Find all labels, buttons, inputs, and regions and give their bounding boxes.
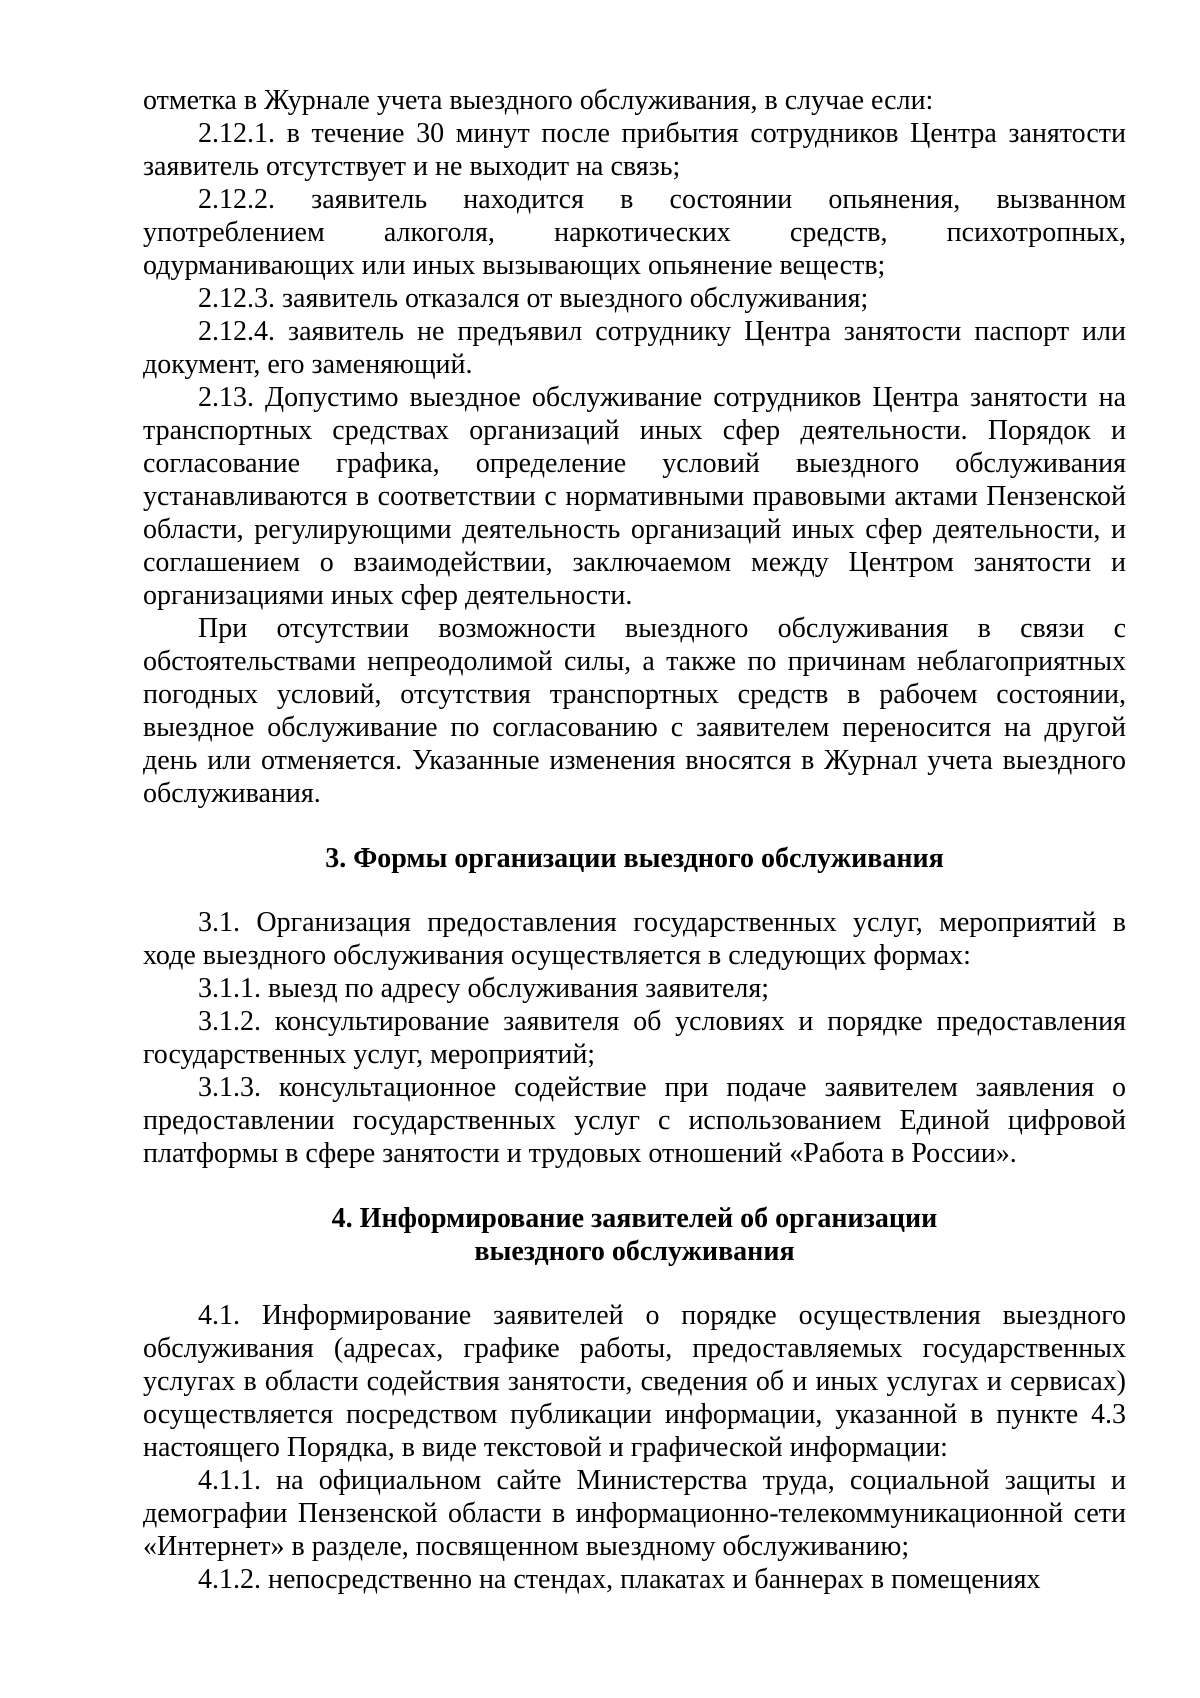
paragraph: 2.12.4. заявитель не предъявил сотруднику Центра занятости паспорт или документ, его заменяющий. <box>143 316 1126 380</box>
section-spacer <box>143 875 1126 906</box>
paragraph: 3.1.1. выезд по адресу обслуживания заявителя; <box>198 973 770 1004</box>
paragraph: 4.1.2. непосредственно на стендах, плакатах и баннерах в помещениях <box>198 1564 1041 1595</box>
section-spacer <box>143 1268 1126 1299</box>
paragraph: 4.1. Информирование заявителей о порядке осуществления выездного обслуживания (адресах, графике работы, предоставляемых государственных услугах в области содействия занятости, сведения об и иных услугах и сервисах) осуществляется посредством публикации информации, указанной в пункте 4.3 настоящего Порядка, в виде текстовой и графической информации: <box>143 1300 1126 1463</box>
section-4-heading-line-2: выездного обслуживания <box>474 1236 795 1267</box>
paragraph: 2.13. Допустимо выездное обслуживание сотрудников Центра занятости на транспортных средствах организаций иных сфер деятельности. Порядок и согласование графика, определение условий выездного обслуживания устанавливаются в соответствии с нормативными правовыми актами Пензенской области, регулирующими деятельность организаций иных сфер деятельности, и соглашением о взаимодействии, заключаемом между Центром занятости и организациями иных сфер деятельности. <box>143 382 1126 611</box>
paragraph: 3.1. Организация предоставления государственных услуг, мероприятий в ходе выездного обслуживания осуществляется в следующих формах: <box>143 907 1126 971</box>
document-page <box>143 84 1126 1596</box>
paragraph: 2.12.3. заявитель отказался от выездного обслуживания; <box>198 283 869 314</box>
paragraph: отметка в Журнале учета выездного обслуживания, в случае если: <box>143 85 934 116</box>
paragraph: 4.1.1. на официальном сайте Министерства труда, социальной защиты и демографии Пензенской области в информационно-телекоммуникационной сети «Интернет» в разделе, посвященном выездному обслуживанию; <box>143 1465 1126 1562</box>
paragraph: 2.12.1. в течение 30 минут после прибытия сотрудников Центра занятости заявитель отсутствует и не выходит на связь; <box>143 118 1126 182</box>
section-spacer <box>143 810 1126 842</box>
section-spacer <box>143 1170 1126 1202</box>
paragraph: 3.1.2. консультирование заявителя об условиях и порядке предоставления государственных услуг, мероприятий; <box>143 1006 1126 1070</box>
paragraph: 3.1.3. консультационное содействие при подаче заявителем заявления о предоставлении государственных услуг с использованием Единой цифровой платформы в сфере занятости и трудовых отношений «Работа в России». <box>143 1072 1126 1169</box>
section-4-heading-line-1: 4. Информирование заявителей об организации <box>331 1203 938 1234</box>
paragraph: 2.12.2. заявитель находится в состоянии опьянения, вызванном употреблением алкоголя, наркотических средств, психотропных, одурманивающих или иных вызывающих опьянение веществ; <box>143 184 1126 281</box>
paragraph: При отсутствии возможности выездного обслуживания в связи с обстоятельствами непреодолимой силы, а также по причинам неблагоприятных погодных условий, отсутствия транспортных средств в рабочем состоянии, выездное обслуживание по согласованию с заявителем переносится на другой день или отменяется. Указанные изменения вносятся в Журнал учета выездного обслуживания. <box>143 613 1126 809</box>
section-3-heading: 3. Формы организации выездного обслуживания <box>325 843 944 874</box>
